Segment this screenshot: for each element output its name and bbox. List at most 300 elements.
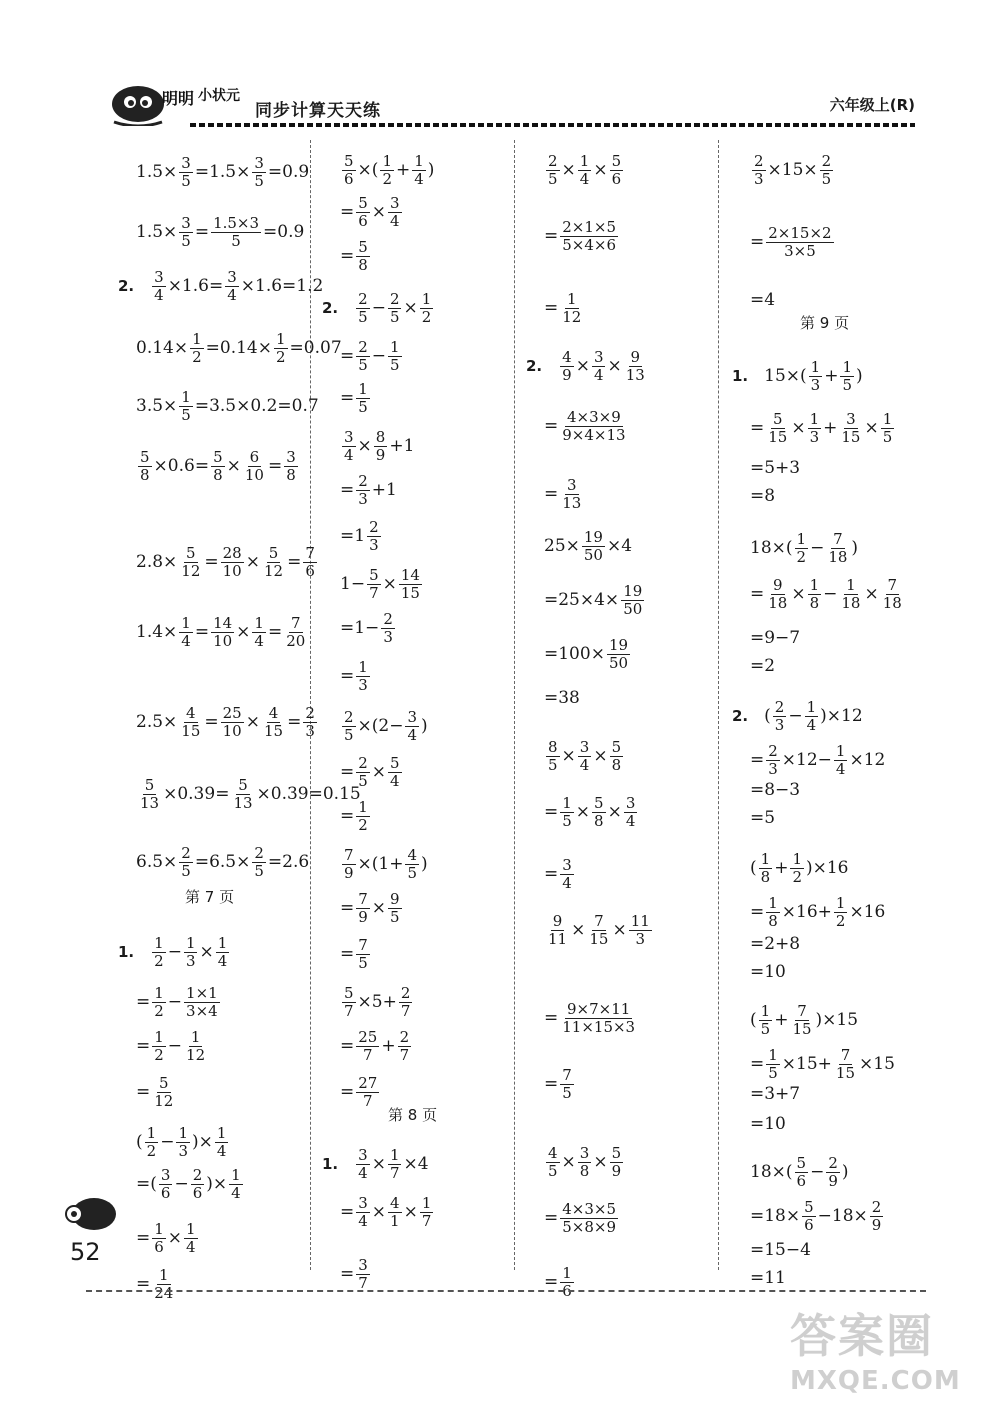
expression-text: =1.5×: [194, 162, 251, 182]
answer-line: [118, 390, 319, 423]
fraction: [560, 1002, 637, 1035]
denominator: 3×4: [186, 1002, 218, 1020]
answer-line: [526, 1068, 576, 1101]
denominator: 50: [608, 654, 629, 672]
numerator: 1: [768, 894, 778, 912]
numerator: 9: [390, 890, 400, 908]
fraction: [221, 706, 244, 739]
expression-text: ): [421, 854, 428, 874]
fraction: [388, 340, 402, 373]
numerator: 7: [840, 1046, 851, 1064]
expression-text: )×: [206, 1174, 228, 1194]
series-title: 同步计算天天练: [255, 101, 381, 121]
expression-text: +: [823, 418, 838, 438]
denominator: 4: [390, 772, 400, 790]
expression-text: +: [824, 366, 839, 386]
fraction: [179, 846, 193, 879]
answer-line: [732, 700, 863, 733]
numerator: 1: [421, 1194, 432, 1212]
expression-text: −: [167, 992, 183, 1012]
expression-text: ×: [357, 436, 372, 456]
expression-text: =: [204, 712, 219, 732]
expression-text: =: [750, 584, 765, 604]
answer-line: [732, 1270, 786, 1287]
numerator: 5: [238, 776, 248, 794]
fraction: [621, 584, 644, 617]
expression-text: ×: [371, 898, 387, 918]
answer-line: [322, 660, 372, 693]
denominator: 13: [233, 794, 253, 812]
fraction: [560, 858, 574, 891]
fraction: [546, 914, 569, 947]
answer-line: [322, 1148, 429, 1181]
numerator: 1: [254, 614, 264, 632]
expression-text: =: [204, 552, 219, 572]
denominator: 2: [835, 912, 846, 930]
numerator: 1: [154, 984, 164, 1002]
fraction: [356, 474, 370, 507]
numerator: 1: [562, 1264, 572, 1282]
expression-text: =5+3: [750, 458, 801, 478]
fraction: [356, 1148, 370, 1181]
expression-text: =: [194, 222, 210, 242]
denominator: 2: [792, 868, 802, 886]
expression-text: ×: [245, 552, 260, 572]
numerator: 5: [358, 194, 368, 212]
expression-text: =: [287, 712, 302, 732]
numerator: 4: [390, 1194, 400, 1212]
expression-text: ×: [561, 1152, 576, 1172]
expression-text: =: [340, 480, 355, 500]
numerator: 5: [186, 544, 196, 562]
fraction: [179, 216, 193, 249]
expression-text: =3.5×0.2=0.7: [194, 396, 319, 416]
numerator: 2: [181, 844, 191, 862]
expression-text: ×15: [859, 1054, 895, 1074]
denominator: 4: [344, 446, 354, 464]
fraction: [179, 546, 202, 579]
numerator: 1: [358, 798, 368, 816]
answer-line: [732, 896, 885, 929]
denominator: 4: [227, 286, 237, 304]
expression-text: ×: [593, 160, 608, 180]
denominator: 3: [383, 628, 393, 646]
expression-text: =9−7: [750, 628, 801, 648]
numerator: 2×1×5: [562, 218, 617, 236]
denominator: 15: [768, 428, 788, 446]
expression-text: =2: [750, 656, 776, 676]
fraction: [252, 616, 266, 649]
fraction: [388, 196, 402, 229]
fraction: [342, 710, 356, 743]
answer-line: [526, 914, 654, 947]
question-number: 2.: [118, 277, 135, 295]
denominator: 2: [421, 308, 432, 326]
answer-line: [526, 478, 585, 511]
numerator: 3: [344, 428, 354, 446]
denominator: 7: [389, 1164, 400, 1182]
denominator: 5: [254, 862, 264, 880]
question-number: 2.: [526, 357, 543, 375]
denominator: 2: [154, 1046, 164, 1064]
denominator: 4: [154, 286, 164, 304]
fraction: [802, 1200, 816, 1233]
expression-text: ×: [607, 802, 622, 822]
denominator: 5: [358, 954, 368, 972]
denominator: 4: [390, 212, 400, 230]
expression-text: =6.5×: [194, 852, 251, 872]
numerator: 5: [369, 566, 379, 584]
denominator: 12: [154, 1092, 174, 1110]
numerator: 7: [887, 576, 898, 594]
denominator: 5: [344, 726, 354, 744]
numerator: 2: [768, 742, 778, 760]
answer-line: [526, 350, 649, 383]
expression-text: =5: [750, 808, 776, 828]
denominator: 12: [263, 562, 284, 580]
fraction: [367, 520, 381, 553]
denominator: 15: [181, 722, 201, 740]
denominator: 3: [369, 536, 379, 554]
answer-line: [526, 292, 585, 325]
expression-text: =: [287, 552, 302, 572]
fraction: [773, 700, 787, 733]
denominator: 8: [140, 466, 150, 484]
expression-text: =: [267, 456, 283, 476]
denominator: 18: [841, 594, 861, 612]
fraction: [399, 986, 413, 1019]
expression-text: ×: [561, 160, 576, 180]
expression-text: =: [194, 622, 210, 642]
expression-text: =: [544, 1272, 559, 1292]
answer-line: [526, 1002, 639, 1035]
numerator: 1: [216, 1124, 227, 1142]
expression-text: =15−4: [750, 1240, 811, 1260]
numerator: 3: [625, 794, 636, 812]
answer-line: [732, 1048, 895, 1081]
answer-line: [732, 578, 906, 611]
denominator: 6: [358, 212, 368, 230]
numerator: 3: [181, 214, 191, 232]
numerator: 1: [154, 934, 164, 952]
fraction: [405, 848, 419, 881]
numerator: 8: [548, 738, 558, 756]
numerator: 3: [390, 194, 400, 212]
denominator: 4: [217, 952, 228, 970]
fraction: [216, 936, 230, 969]
expression-text: =: [750, 902, 765, 922]
answer-line: [732, 1200, 885, 1233]
answer-line: [732, 1156, 849, 1189]
expression-text: ×: [167, 1228, 183, 1248]
numerator: 5: [159, 1074, 169, 1092]
expression-text: )×: [191, 1132, 213, 1152]
expression-text: 2.8×: [136, 552, 178, 572]
expression-text: ×: [561, 746, 576, 766]
answer-line: [322, 710, 428, 743]
expression-text: ×: [371, 1154, 386, 1174]
answer-line: [732, 1004, 858, 1037]
denominator: 4: [216, 1142, 227, 1160]
fraction: [560, 350, 574, 383]
numerator: 5: [344, 984, 354, 1002]
fraction: [231, 778, 254, 811]
expression-text: (: [764, 706, 771, 726]
denominator: 2: [154, 1002, 164, 1020]
expression-text: =: [340, 202, 355, 222]
numerator: 1: [760, 850, 771, 868]
fraction: [546, 740, 560, 773]
numerator: 2: [305, 704, 315, 722]
denominator: 4: [625, 812, 636, 830]
fraction: [159, 1168, 173, 1201]
numerator: 5: [611, 738, 622, 756]
fraction: [790, 852, 804, 885]
fraction: [356, 292, 370, 325]
fraction: [356, 1196, 370, 1229]
denominator: 13: [562, 494, 582, 512]
fraction: [184, 986, 220, 1019]
denominator: 3: [635, 930, 645, 948]
fraction: [560, 220, 618, 253]
numerator: 3: [562, 856, 572, 874]
numerator: 1: [842, 358, 852, 376]
numerator: 1: [154, 1028, 164, 1046]
expression-text: =: [544, 416, 559, 436]
denominator: 7: [363, 1092, 373, 1110]
fraction: [303, 546, 317, 579]
numerator: 7: [562, 1066, 572, 1084]
denominator: 18: [882, 594, 902, 612]
expression-text: =: [750, 232, 765, 252]
fraction: [356, 196, 370, 229]
denominator: 8: [358, 256, 368, 274]
numerator: 7: [290, 614, 301, 632]
answer-line: [118, 546, 319, 579]
fraction: [145, 1126, 159, 1159]
answer-line: [322, 986, 414, 1019]
fraction: [560, 796, 574, 829]
numerator: 1: [192, 330, 202, 348]
numerator: 2: [358, 338, 368, 356]
denominator: 5: [231, 232, 241, 250]
denominator: 5: [181, 862, 191, 880]
numerator: 1.5×3: [213, 214, 260, 232]
numerator: 1: [178, 1124, 188, 1142]
numerator: 3: [567, 476, 577, 494]
expression-text: ×12: [849, 750, 886, 770]
fraction: [211, 616, 234, 649]
fraction: [624, 350, 647, 383]
denominator: 8: [213, 466, 223, 484]
footer-mascot-icon: [60, 1186, 120, 1236]
denominator: 9×4×13: [562, 426, 626, 444]
column-divider: [718, 140, 719, 1270]
numerator: 3: [358, 1146, 368, 1164]
fraction: [152, 270, 166, 303]
denominator: 7: [421, 1212, 432, 1230]
answer-line: [732, 936, 800, 953]
denominator: 8: [611, 756, 622, 774]
expression-text: =: [340, 1082, 355, 1102]
denominator: 5: [389, 308, 400, 326]
section-heading-page-7: 第 7 页: [185, 888, 235, 906]
denominator: 2: [154, 952, 164, 970]
fraction: [840, 360, 854, 393]
expression-text: ×(1+: [357, 854, 404, 874]
numerator: 3: [227, 268, 237, 286]
expression-text: =18×: [750, 1206, 801, 1226]
denominator: 8: [594, 812, 604, 830]
denominator: 3: [185, 952, 196, 970]
answer-line: [118, 450, 300, 483]
fraction: [252, 846, 266, 879]
expression-text: =2+8: [750, 934, 801, 954]
numerator: 11: [630, 912, 650, 930]
answer-line: [526, 1266, 576, 1299]
expression-text: =: [340, 246, 355, 266]
numerator: 5: [796, 1154, 807, 1172]
fraction: [179, 156, 193, 189]
fraction: [388, 892, 402, 925]
fraction: [388, 292, 402, 325]
expression-text: =0.9: [267, 162, 310, 182]
denominator: 3: [809, 428, 820, 446]
answer-line: [118, 216, 304, 249]
denominator: 5: [842, 376, 852, 394]
denominator: 7: [358, 1274, 368, 1292]
numerator: 19: [623, 582, 643, 600]
denominator: 15: [841, 428, 861, 446]
denominator: 6: [796, 1172, 807, 1190]
fraction: [284, 616, 307, 649]
answer-line: [526, 1146, 625, 1179]
svg-text:明明: 明明: [162, 89, 195, 108]
denominator: 6: [611, 170, 622, 188]
denominator: 4: [358, 1164, 368, 1182]
numerator: 1: [146, 1124, 157, 1142]
fraction: [546, 1146, 560, 1179]
numerator: 1: [358, 380, 368, 398]
denominator: 5: [254, 172, 264, 190]
denominator: 5: [548, 1162, 558, 1180]
expression-text: =: [340, 666, 355, 686]
expression-text: ×15×: [767, 160, 818, 180]
expression-text: =8−3: [750, 780, 801, 800]
page-number: 52: [70, 1238, 101, 1266]
denominator: 5: [358, 356, 368, 374]
numerator: 1: [382, 152, 392, 170]
expression-text: +: [774, 858, 789, 878]
fraction: [179, 706, 202, 739]
denominator: 7: [344, 1002, 354, 1020]
expression-text: ×5+: [357, 992, 397, 1012]
expression-text: +1: [389, 436, 415, 456]
numerator: 5: [611, 1144, 622, 1162]
answer-line: [732, 412, 896, 445]
answer-line: [322, 240, 372, 273]
expression-text: =: [340, 1202, 355, 1222]
numerator: 2: [400, 984, 411, 1002]
denominator: 13: [140, 794, 160, 812]
denominator: 4: [358, 1212, 368, 1230]
expression-text: =: [544, 1074, 559, 1094]
answer-line: [526, 410, 630, 443]
denominator: 3: [305, 722, 315, 740]
fraction: [356, 892, 370, 925]
denominator: 5: [562, 812, 572, 830]
numerator: 2: [369, 518, 379, 536]
expression-text: =(: [136, 1174, 157, 1194]
answer-line: [732, 154, 835, 187]
denominator: 13: [625, 366, 645, 384]
expression-text: −: [371, 298, 386, 318]
denominator: 8: [579, 1162, 590, 1180]
numerator: 2: [548, 152, 558, 170]
denominator: 6: [305, 562, 315, 580]
denominator: 2: [358, 816, 368, 834]
numerator: 4: [407, 846, 418, 864]
numerator: 5: [594, 794, 604, 812]
fraction: [546, 154, 560, 187]
expression-text: ×0.39=0.15: [256, 784, 361, 804]
denominator: 4: [579, 170, 590, 188]
expression-text: =: [340, 346, 355, 366]
denominator: 4: [407, 726, 418, 744]
svg-text:小状元: 小状元: [198, 88, 240, 104]
expression-text: ×(: [357, 160, 379, 180]
answer-line: [526, 638, 632, 671]
fraction: [839, 412, 862, 445]
answer-line: [526, 858, 576, 891]
denominator: 3: [810, 376, 821, 394]
fraction: [826, 532, 849, 565]
fraction: [252, 156, 266, 189]
mascot-logo-icon: [100, 78, 250, 126]
question-number: 2.: [322, 299, 339, 317]
fraction: [560, 1202, 618, 1235]
expression-text: =: [136, 1036, 151, 1056]
fraction: [342, 154, 356, 187]
denominator: 10: [222, 722, 242, 740]
denominator: 4: [231, 1184, 241, 1202]
denominator: 4: [562, 874, 572, 892]
numerator: 7: [358, 890, 368, 908]
expression-text: ): [421, 716, 428, 736]
fraction: [839, 578, 862, 611]
numerator: 28: [222, 544, 242, 562]
numerator: 5: [144, 776, 155, 794]
numerator: 1: [390, 338, 400, 356]
answer-line: [322, 938, 372, 971]
numerator: 1: [810, 358, 821, 376]
fraction: [766, 1048, 780, 1081]
denominator: 6: [562, 1282, 572, 1300]
numerator: 14: [400, 566, 420, 584]
fraction: [243, 450, 266, 483]
fraction: [805, 700, 819, 733]
expression-text: ): [851, 538, 859, 558]
denominator: 1: [390, 1212, 400, 1230]
answer-line: [732, 360, 863, 393]
numerator: 1: [276, 330, 286, 348]
numerator: 2: [358, 290, 368, 308]
fraction: [820, 154, 834, 187]
expression-text: =8: [750, 486, 776, 506]
fraction: [881, 578, 904, 611]
denominator: 9: [871, 1216, 882, 1234]
numerator: 6: [249, 448, 260, 466]
